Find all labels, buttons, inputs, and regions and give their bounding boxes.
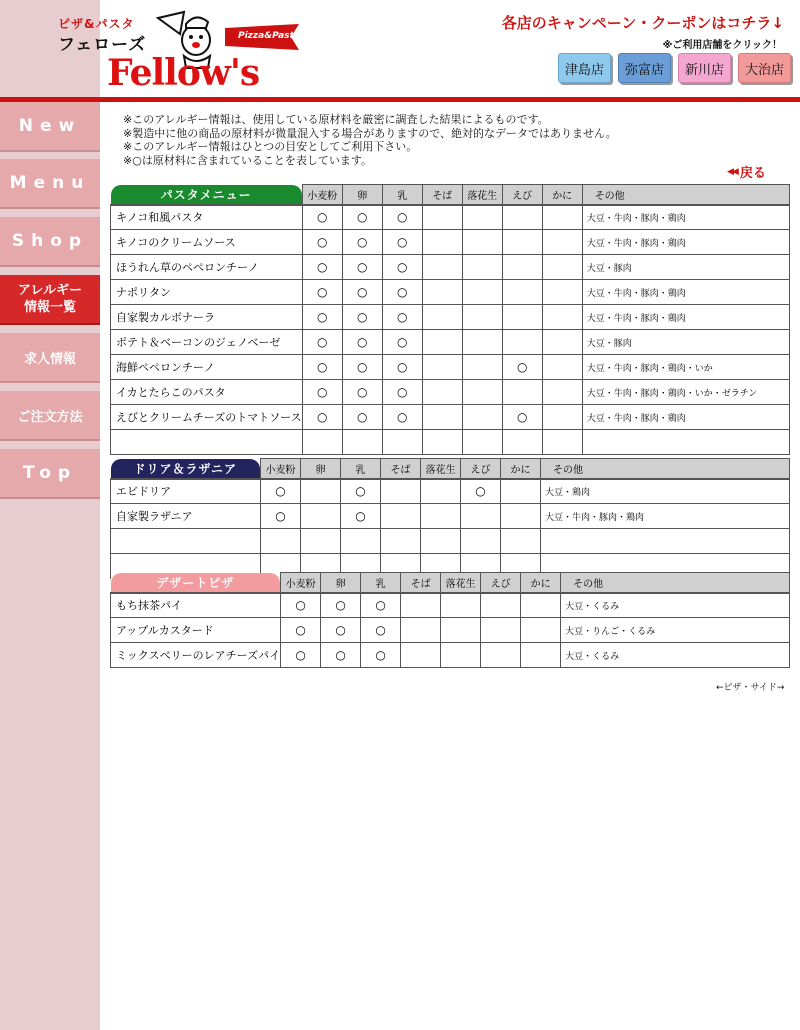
- header-divider: [0, 97, 800, 102]
- allergen-mark: [382, 430, 422, 455]
- pasta-allergy-table: [110, 184, 790, 455]
- allergen-mark: [301, 529, 341, 554]
- allergen-mark: ○: [382, 205, 422, 230]
- column-header: 卵: [342, 185, 382, 205]
- allergen-mark: [441, 618, 481, 643]
- allergen-mark: ○: [302, 330, 342, 355]
- allergen-mark: [501, 529, 541, 554]
- allergen-mark: [542, 330, 582, 355]
- allergen-mark: ○: [341, 504, 381, 529]
- other-allergens: 大豆・りんご・くるみ: [561, 618, 790, 643]
- menu-item-name: 自家製ラザニア: [111, 504, 261, 529]
- category-tab-doria: ドリア＆ラザニア: [111, 459, 261, 478]
- menu-item-name: イカとたらこのパスタ: [111, 380, 303, 405]
- menu-item-name: えびとクリームチーズのトマトソース: [111, 405, 303, 430]
- column-header: 小麦粉: [302, 185, 342, 205]
- column-header: 小麦粉: [261, 459, 301, 479]
- column-header: かに: [542, 185, 582, 205]
- table-row: [111, 479, 790, 504]
- allergen-mark: [502, 205, 542, 230]
- allergen-mark: [381, 479, 421, 504]
- column-header: えび: [461, 459, 501, 479]
- fellows-logo[interactable]: [55, 10, 305, 92]
- allergen-mark: ○: [321, 593, 361, 618]
- allergen-mark: [462, 405, 502, 430]
- allergen-mark: [481, 618, 521, 643]
- category-tab-dessert: デザートピザ: [111, 573, 281, 592]
- column-header: かに: [521, 573, 561, 593]
- allergen-mark: ○: [382, 405, 422, 430]
- category-header-cell: [111, 573, 281, 593]
- column-header: その他: [582, 185, 789, 205]
- allergen-mark: [502, 330, 542, 355]
- allergen-mark: ○: [342, 280, 382, 305]
- allergen-mark: ○: [382, 255, 422, 280]
- allergen-mark: [542, 205, 582, 230]
- allergen-mark: [342, 430, 382, 455]
- menu-item-name: ナポリタン: [111, 280, 303, 305]
- allergen-mark: [481, 593, 521, 618]
- allergen-mark: [502, 380, 542, 405]
- menu-item-name: [111, 529, 261, 554]
- allergen-mark: ○: [342, 305, 382, 330]
- allergen-mark: [261, 529, 301, 554]
- allergen-mark: ○: [382, 305, 422, 330]
- allergen-mark: ○: [382, 380, 422, 405]
- note-line: ※このアレルギー情報はひとつの目安としてご利用下さい。: [123, 140, 418, 153]
- other-allergens: 大豆・牛肉・豚肉・鶏肉・いか: [582, 355, 789, 380]
- back-arrow-icon: ◀◀: [727, 166, 737, 177]
- allergen-mark: [542, 405, 582, 430]
- allergen-mark: [521, 618, 561, 643]
- allergen-mark: [542, 355, 582, 380]
- allergen-mark: [422, 430, 462, 455]
- nav-menu[interactable]: Menu: [0, 159, 100, 209]
- allergen-mark: ○: [281, 593, 321, 618]
- allergen-mark: [461, 504, 501, 529]
- back-label: 戻る: [739, 166, 766, 181]
- menu-item-name: エビドリア: [111, 479, 261, 504]
- allergen-mark: [502, 255, 542, 280]
- allergen-mark: [422, 355, 462, 380]
- allergen-mark: [441, 593, 481, 618]
- allergen-mark: [462, 255, 502, 280]
- allergen-mark: ○: [302, 205, 342, 230]
- other-allergens: 大豆・鶏肉: [541, 479, 790, 504]
- allergen-mark: [542, 380, 582, 405]
- allergen-mark: ○: [302, 280, 342, 305]
- allergen-mark: [421, 479, 461, 504]
- allergen-mark: ○: [502, 355, 542, 380]
- allergen-mark: [501, 479, 541, 504]
- allergen-mark: ○: [261, 504, 301, 529]
- store-button-tsushima[interactable]: 津島店: [558, 53, 611, 83]
- category-header-cell: [111, 185, 303, 205]
- allergen-mark: [502, 305, 542, 330]
- allergen-mark: [422, 230, 462, 255]
- allergen-mark: [422, 330, 462, 355]
- other-allergens: [582, 430, 789, 455]
- allergen-mark: [421, 504, 461, 529]
- allergen-mark: ○: [302, 230, 342, 255]
- store-button-oji[interactable]: 大治店: [738, 53, 791, 83]
- table-header-row: [111, 573, 790, 593]
- store-button-shinkawa[interactable]: 新川店: [678, 53, 731, 83]
- column-header: えび: [502, 185, 542, 205]
- menu-item-name: [111, 430, 303, 455]
- allergen-mark: ○: [342, 255, 382, 280]
- menu-item-name: キノコのクリームソース: [111, 230, 303, 255]
- table-row: [111, 355, 790, 380]
- table-row: [111, 430, 790, 455]
- table-row: [111, 330, 790, 355]
- allergen-mark: ○: [382, 230, 422, 255]
- allergen-mark: [521, 643, 561, 668]
- allergen-mark: ○: [281, 643, 321, 668]
- header: [0, 0, 800, 97]
- allergen-mark: ○: [502, 405, 542, 430]
- allergen-mark: [422, 205, 462, 230]
- table-header-row: [111, 459, 790, 479]
- allergen-mark: [422, 380, 462, 405]
- back-link[interactable]: [727, 162, 766, 181]
- allergen-mark: [301, 479, 341, 504]
- column-header: 落花生: [462, 185, 502, 205]
- table-row: [111, 380, 790, 405]
- menu-item-name: ミックスベリーのレアチーズパイ: [111, 643, 281, 668]
- allergen-mark: ○: [321, 643, 361, 668]
- category-header-cell: [111, 459, 261, 479]
- column-header: そば: [381, 459, 421, 479]
- campaign-note: ※ご利用店舗をクリック！: [662, 40, 782, 51]
- column-header: 卵: [301, 459, 341, 479]
- allergen-mark: [461, 529, 501, 554]
- column-header: 乳: [361, 573, 401, 593]
- allergen-mark: [302, 430, 342, 455]
- column-header: 乳: [382, 185, 422, 205]
- allergen-mark: [542, 230, 582, 255]
- allergen-mark: ○: [382, 355, 422, 380]
- allergen-mark: ○: [342, 230, 382, 255]
- allergen-mark: [381, 504, 421, 529]
- column-header: えび: [481, 573, 521, 593]
- logo-flag-text: Pizza&Pasta: [238, 31, 300, 41]
- allergen-mark: ○: [361, 593, 401, 618]
- allergen-mark: [502, 230, 542, 255]
- other-allergens: 大豆・くるみ: [561, 593, 790, 618]
- column-header: 落花生: [441, 573, 481, 593]
- allergen-mark: [462, 330, 502, 355]
- allergen-mark: [542, 280, 582, 305]
- menu-item-name: アップルカスタード: [111, 618, 281, 643]
- allergen-mark: [462, 355, 502, 380]
- menu-item-name: ポテト＆ベーコンのジェノベーゼ: [111, 330, 303, 355]
- allergen-mark: ○: [342, 405, 382, 430]
- other-allergens: 大豆・豚肉: [582, 330, 789, 355]
- allergen-mark: ○: [302, 305, 342, 330]
- allergen-mark: [401, 593, 441, 618]
- other-allergens: 大豆・牛肉・豚肉・鶏肉・いか・ゼラチン: [582, 380, 789, 405]
- column-header: そば: [401, 573, 441, 593]
- allergen-mark: [422, 305, 462, 330]
- column-header: その他: [561, 573, 790, 593]
- allergen-mark: ○: [342, 330, 382, 355]
- allergen-mark: [542, 255, 582, 280]
- allergen-mark: ○: [281, 618, 321, 643]
- column-header: その他: [541, 459, 790, 479]
- allergen-mark: [421, 529, 461, 554]
- allergen-mark: [502, 430, 542, 455]
- left-column: [0, 0, 100, 1030]
- category-tab-pasta: パスタメニュー: [111, 185, 302, 204]
- allergen-mark: [401, 643, 441, 668]
- allergen-mark: [422, 255, 462, 280]
- menu-item-name: もち抹茶パイ: [111, 593, 281, 618]
- allergen-mark: [422, 405, 462, 430]
- other-allergens: 大豆・豚肉: [582, 255, 789, 280]
- table-header-row: [111, 185, 790, 205]
- other-allergens: 大豆・牛肉・豚肉・鶏肉: [582, 305, 789, 330]
- menu-item-name: キノコ和風パスタ: [111, 205, 303, 230]
- table-row: [111, 405, 790, 430]
- allergen-mark: ○: [382, 280, 422, 305]
- menu-item-name: 海鮮ペペロンチーノ: [111, 355, 303, 380]
- table-row: [111, 305, 790, 330]
- allergen-mark: [422, 280, 462, 305]
- logo-katakana: フェローズ: [58, 35, 147, 55]
- other-allergens: 大豆・牛肉・豚肉・鶏肉: [541, 504, 790, 529]
- other-allergens: 大豆・牛肉・豚肉・鶏肉: [582, 280, 789, 305]
- table-row: [111, 618, 790, 643]
- allergen-mark: ○: [302, 380, 342, 405]
- other-allergens: 大豆・牛肉・豚肉・鶏肉: [582, 405, 789, 430]
- allergen-mark: ○: [341, 479, 381, 504]
- allergen-mark: ○: [461, 479, 501, 504]
- allergen-mark: ○: [321, 618, 361, 643]
- dessert-allergy-table: [110, 572, 790, 668]
- allergen-mark: [542, 430, 582, 455]
- nav-allergy-info[interactable]: アレルギー 情報一覧: [0, 275, 100, 325]
- other-allergens: [541, 529, 790, 554]
- nav-shop[interactable]: Shop: [0, 217, 100, 267]
- pizza-side-link[interactable]: ←ピザ・サイド→: [716, 683, 785, 693]
- allergen-mark: ○: [382, 330, 422, 355]
- allergen-mark: ○: [302, 255, 342, 280]
- allergen-mark: [501, 504, 541, 529]
- allergen-mark: [401, 618, 441, 643]
- nav-top[interactable]: Top: [0, 449, 100, 499]
- table-row: [111, 593, 790, 618]
- allergen-mark: [542, 305, 582, 330]
- other-allergens: 大豆・牛肉・豚肉・鶏肉: [582, 230, 789, 255]
- allergen-mark: [462, 280, 502, 305]
- allergen-mark: ○: [342, 355, 382, 380]
- column-header: そば: [422, 185, 462, 205]
- allergen-mark: [462, 305, 502, 330]
- allergen-mark: [521, 593, 561, 618]
- note-line: ※○は原材料に含まれていることを表しています。: [123, 153, 372, 167]
- column-header: 落花生: [421, 459, 461, 479]
- table-row: [111, 504, 790, 529]
- menu-item-name: 自家製カルボナーラ: [111, 305, 303, 330]
- menu-item-name: ほうれん草のペペロンチーノ: [111, 255, 303, 280]
- allergen-mark: ○: [302, 405, 342, 430]
- doria-allergy-table: [110, 458, 790, 579]
- allergen-mark: [381, 529, 421, 554]
- note-line: ※このアレルギー情報は、使用している原材料を厳密に調査した結果によるものです。: [123, 113, 549, 126]
- campaign-title: 各店のキャンペーン・クーポンはコチラ↓: [501, 14, 784, 32]
- allergen-mark: ○: [361, 643, 401, 668]
- nav-new[interactable]: New: [0, 102, 100, 152]
- nav-how-to-order[interactable]: ご注文方法: [0, 391, 100, 441]
- nav-recruit[interactable]: 求人情報: [0, 333, 100, 383]
- allergen-mark: [462, 380, 502, 405]
- allergen-mark: [502, 280, 542, 305]
- logo-wordmark: Fellow's: [107, 52, 260, 94]
- other-allergens: 大豆・くるみ: [561, 643, 790, 668]
- allergen-mark: [462, 430, 502, 455]
- table-row: [111, 230, 790, 255]
- allergen-mark: [441, 643, 481, 668]
- table-row: [111, 205, 790, 230]
- allergen-mark: [462, 230, 502, 255]
- allergen-mark: [301, 504, 341, 529]
- allergy-notes: [123, 113, 617, 167]
- logo-subtitle: ピザ&パスタ: [58, 17, 135, 31]
- column-header: 乳: [341, 459, 381, 479]
- column-header: 小麦粉: [281, 573, 321, 593]
- allergen-mark: [481, 643, 521, 668]
- allergen-mark: ○: [361, 618, 401, 643]
- allergen-mark: ○: [342, 380, 382, 405]
- other-allergens: 大豆・牛肉・豚肉・鶏肉: [582, 205, 789, 230]
- store-button-yatomi[interactable]: 弥富店: [618, 53, 671, 83]
- table-row: [111, 255, 790, 280]
- column-header: 卵: [321, 573, 361, 593]
- table-row: [111, 643, 790, 668]
- allergen-mark: [462, 205, 502, 230]
- note-line: ※製造中に他の商品の原材料が微量混入する場合がありますので、絶対的なデータではありません。: [123, 126, 617, 140]
- allergen-mark: ○: [261, 479, 301, 504]
- allergen-mark: [341, 529, 381, 554]
- allergen-mark: ○: [342, 205, 382, 230]
- table-row: [111, 529, 790, 554]
- column-header: かに: [501, 459, 541, 479]
- allergen-mark: ○: [302, 355, 342, 380]
- table-row: [111, 280, 790, 305]
